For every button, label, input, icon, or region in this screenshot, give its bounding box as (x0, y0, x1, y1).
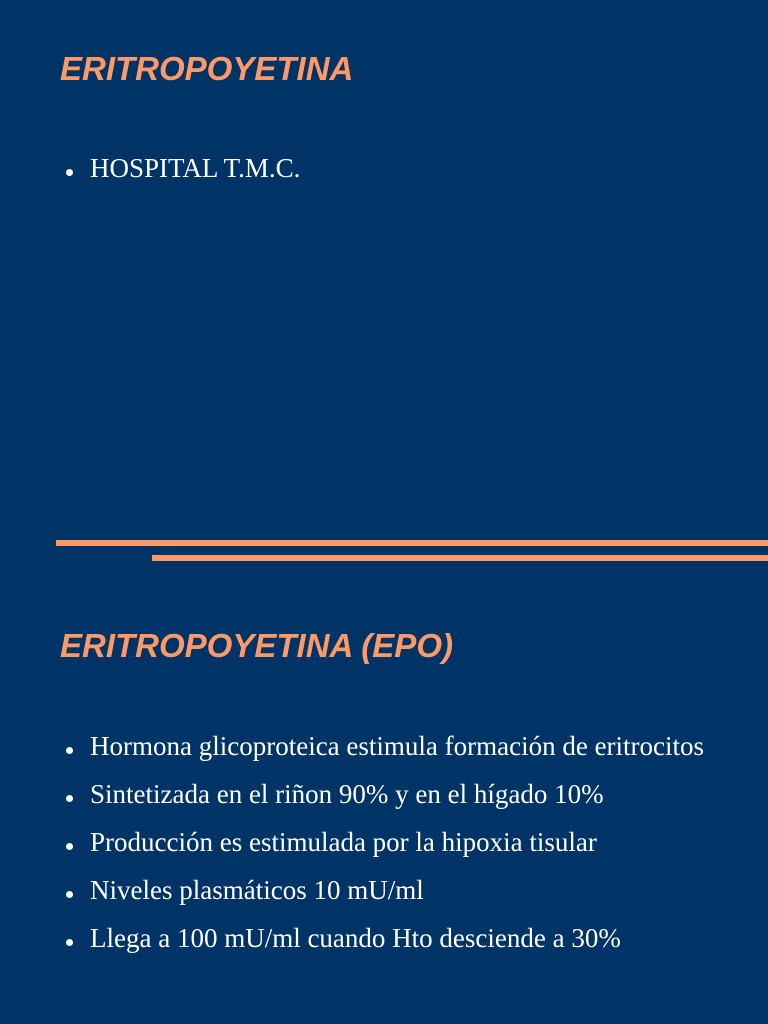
slide-1-bullet-list (60, 152, 740, 200)
divider-line-top (56, 540, 768, 546)
bullet-text: Sintetizada en el riñon 90% y en el hígado 10% (90, 779, 604, 809)
decorative-divider (0, 540, 768, 570)
bullet-dot-icon (66, 939, 73, 946)
bullet-dot-icon (66, 843, 73, 850)
slide-2 (0, 540, 768, 1024)
bullet-dot-icon (66, 747, 73, 754)
bullet-text: Llega a 100 mU/ml cuando Hto desciende a 30% (90, 923, 621, 953)
slide-2-bullet-list (60, 730, 740, 970)
bullet-dot-icon (66, 891, 73, 898)
bullet-dot-icon (66, 795, 73, 802)
slide-1-title: ERITROPOYETINA (60, 50, 354, 87)
list-item (60, 730, 740, 763)
divider-line-bottom (152, 555, 768, 561)
bullet-text: Niveles plasmáticos 10 mU/ml (90, 875, 424, 905)
bullet-text: Producción es estimulada por la hipoxia tisular (90, 827, 597, 857)
bullet-dot-icon (66, 169, 73, 176)
list-item (60, 152, 740, 185)
bullet-text: HOSPITAL T.M.C. (90, 153, 301, 183)
bullet-text: Hormona glicoproteica estimula formación de eritrocitos (90, 731, 705, 761)
list-item (60, 826, 740, 859)
slide-2-title: ERITROPOYETINA (EPO) (60, 627, 453, 664)
list-item (60, 874, 740, 907)
list-item (60, 778, 740, 811)
list-item (60, 922, 740, 955)
